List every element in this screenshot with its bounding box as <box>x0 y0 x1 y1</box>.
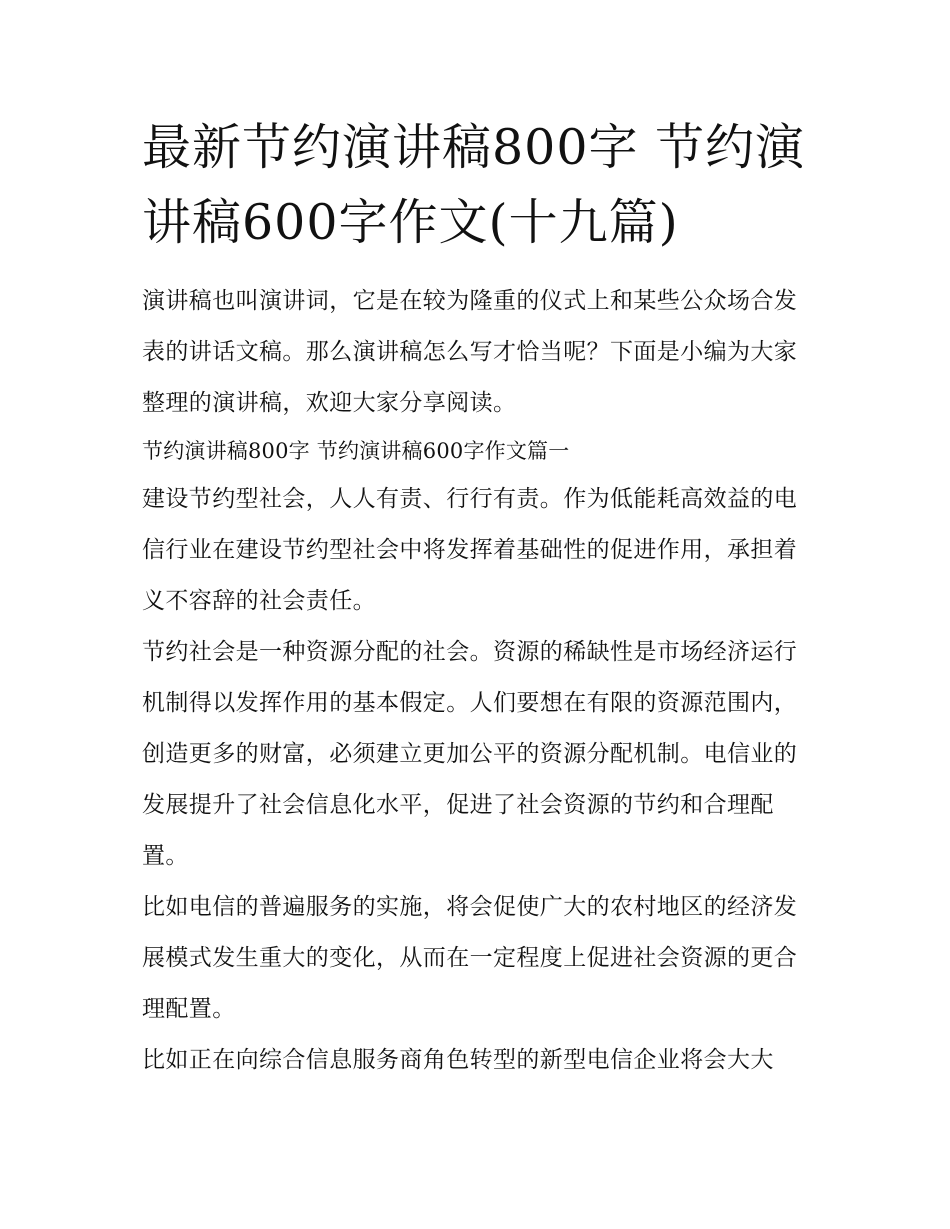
body-paragraph-3: 比如电信的普遍服务的实施，将会促使广大的农村地区的经济发展模式发生重大的变化，从而在一定程度上促进社会资源的更合理配置。 <box>142 894 798 1022</box>
intro-paragraph: 演讲稿也叫演讲词，它是在较为隆重的仪式上和某些公众场合发表的讲话文稿。那么演讲稿怎么写才恰当呢？下面是小编为大家整理的演讲稿，欢迎大家分享阅读。 <box>142 288 798 416</box>
section-heading: 节约演讲稿800字 节约演讲稿600字作文篇一 <box>142 439 570 463</box>
body-paragraph-4: 比如正在向综合信息服务商角色转型的新型电信企业将会大大 <box>142 1047 774 1073</box>
document-title: 最新节约演讲稿800字 节约演讲稿600字作文(十九篇) <box>142 119 806 251</box>
body-paragraph-2: 节约社会是一种资源分配的社会。资源的稀缺性是市场经济运行机制得以发挥作用的基本假定。人们要想在有限的资源范围内，创造更多的财富，必须建立更加公平的资源分配机制。电信业的发展提升了社会信息化水平，促进了社会资源的节约和合理配置。 <box>142 639 798 869</box>
document-body <box>142 276 818 1086</box>
body-paragraph-1: 建设节约型社会，人人有责、行行有责。作为低能耗高效益的电信行业在建设节约型社会中将发挥着基础性的促进作用，承担着义不容辞的社会责任。 <box>142 486 798 614</box>
